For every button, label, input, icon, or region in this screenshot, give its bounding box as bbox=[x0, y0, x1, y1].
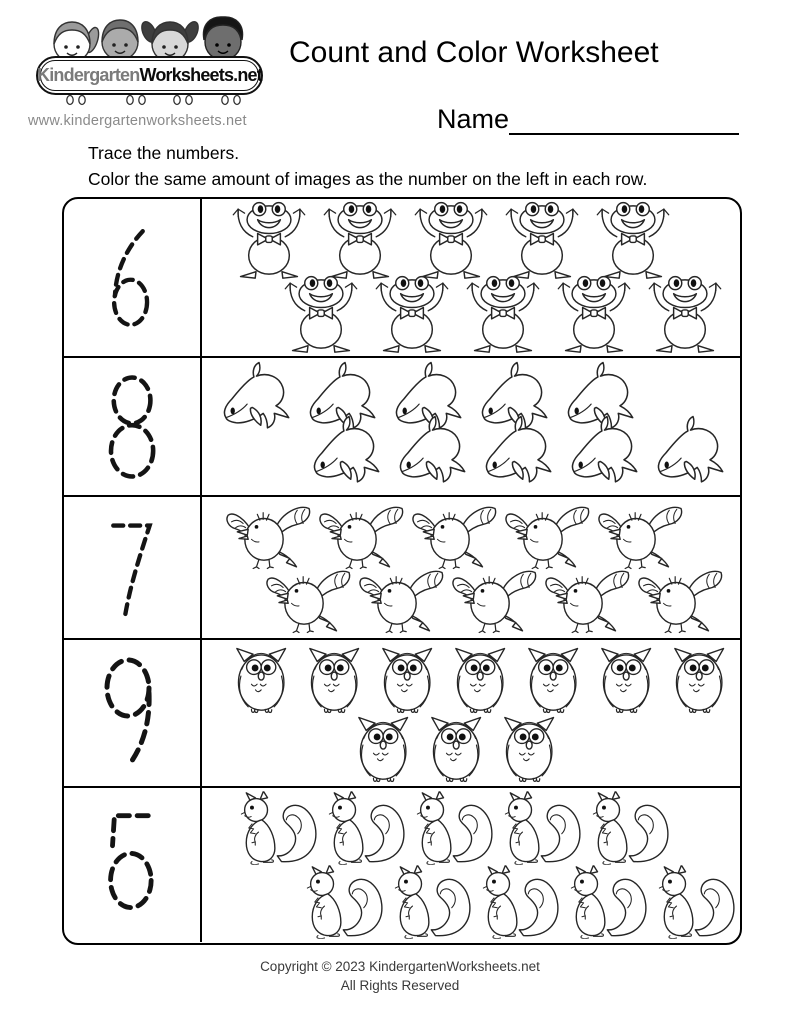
trace-number-cell bbox=[64, 199, 202, 356]
copyright-line: Copyright © 2023 KindergartenWorksheets.net bbox=[260, 959, 540, 974]
frog-image bbox=[590, 201, 676, 279]
count-row-8 bbox=[64, 358, 740, 497]
owl-image bbox=[446, 642, 516, 715]
bird-image bbox=[410, 501, 500, 571]
frog-image bbox=[317, 201, 403, 279]
owl-image bbox=[300, 642, 370, 715]
dolphin-image bbox=[652, 414, 734, 492]
frog-image bbox=[226, 201, 312, 279]
footer bbox=[0, 958, 800, 996]
site-url: www.kindergartenworksheets.net bbox=[28, 113, 247, 129]
bird-image bbox=[264, 565, 354, 635]
owl-image bbox=[373, 642, 443, 715]
squirrel-image bbox=[410, 790, 495, 866]
count-row-7 bbox=[64, 497, 740, 640]
frog-image bbox=[642, 275, 728, 353]
trace-number-cell bbox=[64, 358, 202, 495]
owl-image bbox=[422, 711, 492, 784]
dashed-number-9 bbox=[97, 653, 167, 773]
name-input-line bbox=[509, 103, 739, 135]
squirrel-image bbox=[586, 790, 671, 866]
bird-image bbox=[596, 501, 686, 571]
instruction-line-1: Trace the numbers. bbox=[88, 143, 240, 163]
owl-image bbox=[665, 642, 735, 715]
squirrel-image bbox=[564, 864, 649, 940]
frog-image bbox=[499, 201, 585, 279]
animal-images-cell bbox=[202, 199, 740, 356]
owl-image bbox=[349, 711, 419, 784]
count-row-5 bbox=[64, 788, 740, 942]
brand-kindergarten: Kindergarten bbox=[37, 65, 140, 85]
dolphin-image bbox=[394, 414, 476, 492]
rights-line: All Rights Reserved bbox=[340, 977, 460, 993]
bird-image bbox=[503, 501, 593, 571]
bird-image bbox=[450, 565, 540, 635]
bird-image bbox=[224, 501, 314, 571]
dolphin-image bbox=[480, 414, 562, 492]
owl-image bbox=[519, 642, 589, 715]
dolphin-image bbox=[308, 414, 390, 492]
owl-image bbox=[227, 642, 297, 715]
count-table bbox=[62, 197, 742, 945]
dashed-number-6 bbox=[102, 226, 163, 330]
site-logo bbox=[0, 0, 280, 135]
squirrel-image bbox=[476, 864, 561, 940]
frog-image bbox=[278, 275, 364, 353]
frog-image bbox=[408, 201, 494, 279]
owl-image bbox=[592, 642, 662, 715]
animal-images-cell bbox=[202, 640, 740, 786]
name-row bbox=[437, 103, 739, 135]
dashed-number-5 bbox=[98, 807, 166, 923]
bird-image bbox=[357, 565, 447, 635]
animal-images-cell bbox=[202, 497, 740, 638]
instructions bbox=[88, 140, 647, 193]
squirrel-image bbox=[300, 864, 385, 940]
instruction-line-2: Color the same amount of images as the number on the left in each row. bbox=[88, 169, 648, 190]
dolphin-image bbox=[218, 360, 300, 438]
dashed-number-7 bbox=[102, 516, 163, 620]
frog-image bbox=[369, 275, 455, 353]
logo-sign bbox=[36, 56, 263, 95]
trace-number-cell bbox=[64, 788, 202, 942]
dashed-number-8 bbox=[100, 372, 164, 482]
frog-image bbox=[460, 275, 546, 353]
bird-image bbox=[317, 501, 407, 571]
squirrel-image bbox=[388, 864, 473, 940]
page-title: Count and Color Worksheet bbox=[289, 36, 659, 69]
name-label: Name bbox=[437, 104, 510, 134]
squirrel-image bbox=[322, 790, 407, 866]
squirrel-image bbox=[498, 790, 583, 866]
brand-worksheets: Worksheets.net bbox=[139, 65, 262, 85]
trace-number-cell bbox=[64, 640, 202, 786]
animal-images-cell bbox=[202, 358, 740, 495]
squirrel-image bbox=[652, 864, 737, 940]
count-row-9 bbox=[64, 640, 740, 788]
owl-image bbox=[495, 711, 565, 784]
dolphin-image bbox=[566, 414, 648, 492]
animal-images-cell bbox=[202, 788, 740, 942]
trace-number-cell bbox=[64, 497, 202, 638]
frog-image bbox=[551, 275, 637, 353]
squirrel-image bbox=[234, 790, 319, 866]
bird-image bbox=[636, 565, 726, 635]
bird-image bbox=[543, 565, 633, 635]
count-row-6 bbox=[64, 199, 740, 358]
